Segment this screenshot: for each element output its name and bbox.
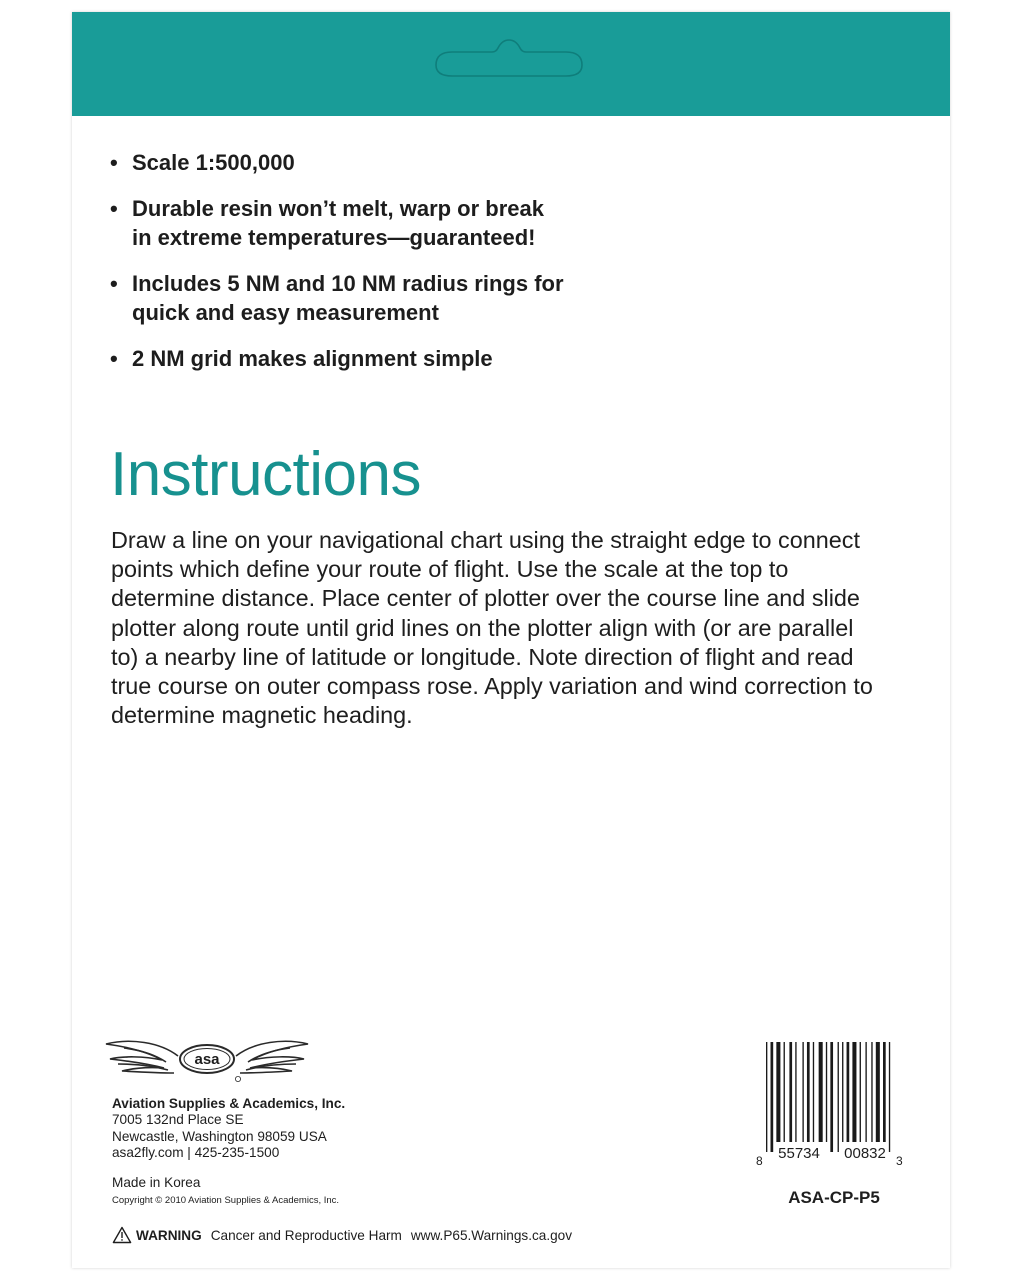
- logo-text: asa: [194, 1051, 220, 1068]
- barcode-bar: [789, 1042, 792, 1142]
- copyright: Copyright © 2010 Aviation Supplies & Academics, Inc.: [112, 1195, 340, 1206]
- barcode-bar: [883, 1042, 886, 1142]
- barcode-bar: [776, 1042, 780, 1142]
- instructions-heading: Instructions: [110, 440, 422, 509]
- barcode-bar: [838, 1042, 839, 1152]
- barcode-digit-left: 8: [756, 1154, 763, 1166]
- company-contact: asa2fly.com | 425-235-1500: [112, 1145, 280, 1161]
- barcode-bar: [865, 1042, 866, 1142]
- barcode-bar: [807, 1042, 810, 1142]
- feature-item: • Durable resin won’t melt, warp or break in extreme temperatures—guaranteed!: [110, 196, 544, 250]
- barcode-bar: [871, 1042, 872, 1142]
- bullet-icon: •: [110, 346, 118, 371]
- barcode-bar: [860, 1042, 861, 1142]
- barcode-bar: [813, 1042, 814, 1142]
- asa-logo: [104, 1034, 310, 1084]
- barcode-bar: [784, 1042, 785, 1142]
- barcode-digit-right: 3: [896, 1154, 903, 1166]
- feature-list: [108, 148, 668, 390]
- company-address-line2: Newcastle, Washington 98059 USA: [112, 1128, 327, 1144]
- barcode-bar: [766, 1042, 767, 1152]
- bullet-icon: •: [110, 196, 118, 221]
- prop65-warning: [112, 1224, 572, 1246]
- barcode-bar: [889, 1042, 890, 1152]
- feature-item: • Includes 5 NM and 10 NM radius rings for quick and easy measurement: [110, 271, 564, 325]
- product-code: ASA-CP-P5: [788, 1188, 880, 1207]
- feature-item: • Scale 1:500,000: [110, 150, 295, 175]
- header-band: [72, 12, 950, 116]
- barcode-bar: [826, 1042, 827, 1142]
- made-in: Made in Korea: [112, 1175, 201, 1190]
- bullet-icon: •: [110, 271, 118, 296]
- barcode-bar: [852, 1042, 856, 1142]
- feature-item: • 2 NM grid makes alignment simple: [110, 346, 493, 371]
- barcode-bar: [771, 1042, 774, 1152]
- hang-hole: [434, 38, 584, 78]
- barcode-bar: [842, 1042, 843, 1142]
- barcode-group-right: 00832: [844, 1145, 886, 1162]
- barcode-bar: [847, 1042, 850, 1142]
- package-back: [72, 12, 950, 1268]
- warning-url: www.P65.Warnings.ca.gov: [410, 1227, 573, 1243]
- company-name: Aviation Supplies & Academics, Inc.: [112, 1096, 346, 1111]
- warning-message: Cancer and Reproductive Harm: [210, 1227, 402, 1243]
- barcode-bar: [876, 1042, 880, 1142]
- barcode-bar: [802, 1042, 803, 1142]
- company-address-line1: 7005 132nd Place SE: [112, 1112, 244, 1128]
- barcode-bar: [830, 1042, 833, 1152]
- bullet-icon: •: [110, 150, 118, 175]
- company-info: [112, 1096, 532, 1162]
- barcode-bar: [795, 1042, 796, 1142]
- barcode-group-left: 55734: [778, 1145, 820, 1162]
- warning-label: WARNING: [136, 1227, 202, 1243]
- warning-triangle-icon: [112, 1226, 132, 1244]
- instructions-text: Draw a line on your navigational chart using the straight edge to connect points which define your route of flight. Use the scale at the top to determine distance. Place center of plotter over the course line and slide plotter along route until grid lines on the plotter align with (or are parallel to) a nearby line of latitude or longitude. Note direction of flight and read true course on outer compass rose. Apply variation and wind correction to determine magnetic heading.: [111, 527, 873, 729]
- barcode-bar: [819, 1042, 823, 1142]
- upc-barcode: [754, 1040, 904, 1166]
